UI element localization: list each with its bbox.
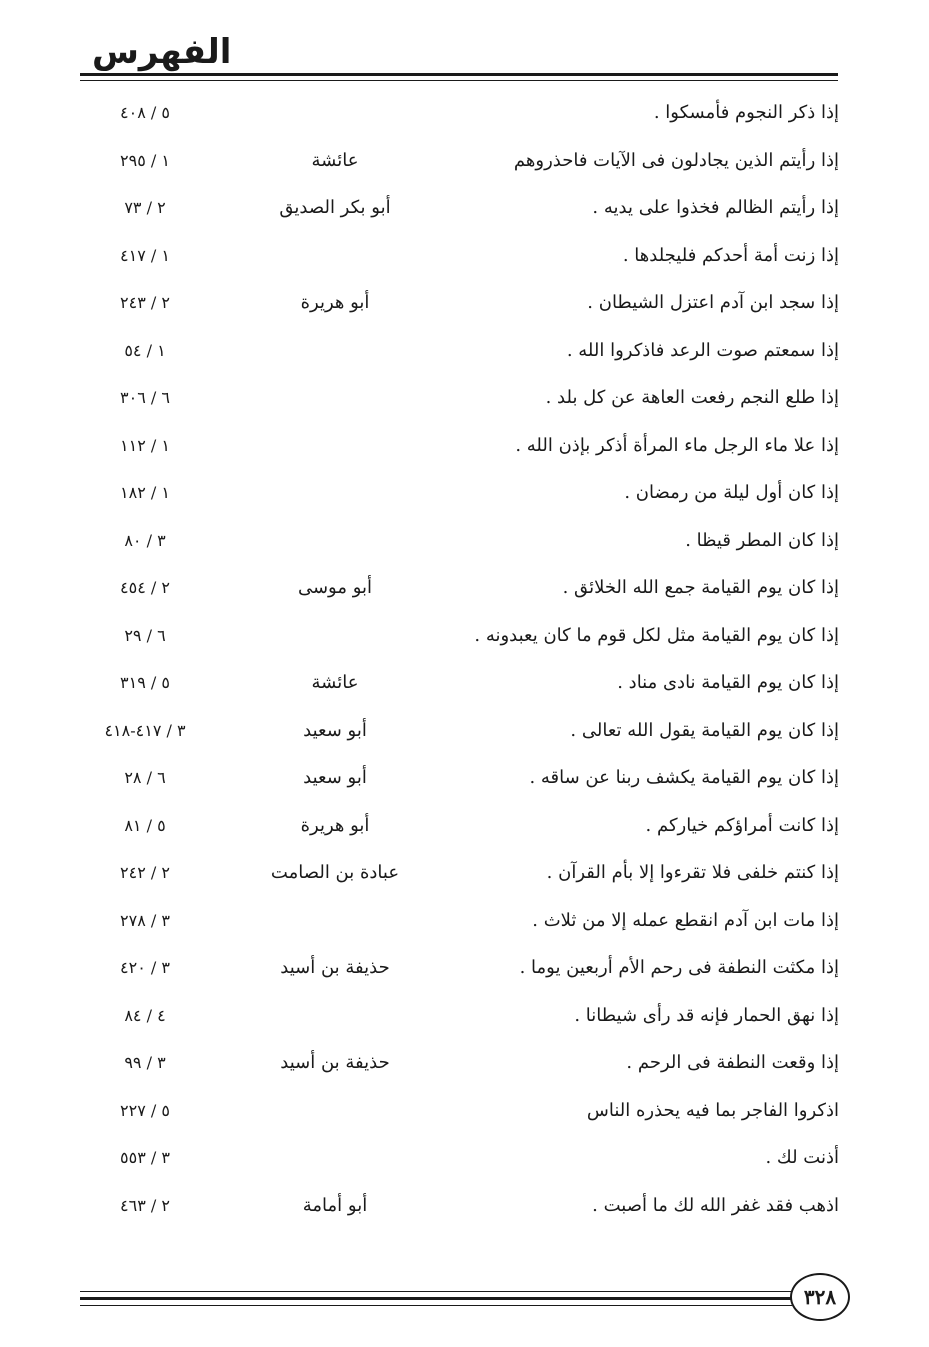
page-title: الفهرس [92,32,232,72]
index-row [0,898,929,946]
index-row [0,708,929,756]
index-list [0,90,929,1230]
index-row [0,803,929,851]
volume-page-ref: ١ / ٤١٧ [120,245,170,265]
index-row [0,565,929,613]
index-row [0,328,929,376]
volume-page-ref: ١ / ١١٢ [120,435,170,455]
hadith-text: إذا كان يوم القيامة يكشف ربنا عن ساقه . [529,767,839,788]
volume-page-ref: ٣ / ٤١٧-٤١٨ [104,720,186,740]
index-row [0,945,929,993]
hadith-text: اذهب فقد غفر الله لك ما أصبت . [592,1194,839,1216]
index-row [0,138,929,186]
volume-page-ref: ٢ / ٢٤٢ [120,863,170,882]
volume-page-ref: ٦ / ٣٠٦ [120,388,170,407]
index-row [0,755,929,803]
hadith-text: إذا كان يوم القيامة مثل لكل قوم ما كان يعبدونه . [474,624,839,646]
narrator-name: أبو أمامة [302,1194,368,1216]
hadith-text: إذا مات ابن آدم انقطع عمله إلا من ثلاث . [532,909,839,931]
narrator-name: أبو سعيد [303,719,367,741]
footer-rule-thin-top [80,1291,792,1292]
hadith-text: إذا كان يوم القيامة جمع الله الخلائق . [562,577,839,598]
hadith-text: إذا سمعتم صوت الرعد فاذكروا الله . [566,339,839,361]
hadith-text: إذا كان يوم القيامة يقول الله تعالى . [570,719,839,741]
hadith-text: إذا نهق الحمار فإنه قد رأى شيطانا . [574,1004,839,1026]
volume-page-ref: ١ / ٥٤ [124,340,166,360]
header-rule [80,73,838,76]
index-row [0,470,929,518]
footer-rule [80,1297,792,1300]
index-row [0,850,929,898]
narrator-name: عبادة بن الصامت [270,862,400,883]
hadith-text: إذا ذكر النجوم فأمسكوا . [653,102,839,123]
volume-page-ref: ٤ / ٨٤ [124,1005,166,1025]
index-row [0,993,929,1041]
hadith-text: إذا مكثت النطفة فى رحم الأم أربعين يوما . [519,957,839,978]
volume-page-ref: ٣ / ٨٠ [124,530,166,550]
volume-page-ref: ٦ / ٢٨ [124,768,166,787]
hadith-text: إذا وقعت النطفة فى الرحم . [626,1052,839,1073]
volume-page-ref: ٦ / ٢٩ [124,625,166,645]
volume-page-ref: ٥ / ٤٠٨ [120,103,170,122]
volume-page-ref: ٢ / ٧٣ [124,198,166,217]
page-number: ٣٢٨ [790,1273,850,1321]
hadith-text: إذا رأيتم الذين يجادلون فى الآيات فاحذروهم [513,149,839,171]
narrator-name: عائشة [311,149,359,171]
index-row [0,90,929,138]
hadith-text: إذا علا ماء الرجل ماء المرأة أذكر بإذن الله . [515,434,839,456]
narrator-name: حذيفة بن أسيد [280,957,390,978]
footer-rule-thin-bottom [80,1305,792,1306]
index-row [0,613,929,661]
volume-page-ref: ٥ / ٣١٩ [120,673,170,692]
volume-page-ref: ٣ / ٢٧٨ [120,910,170,930]
volume-page-ref: ١ / ٢٩٥ [120,150,170,170]
narrator-name: أبو هريرة [300,814,370,836]
narrator-name: عائشة [311,672,359,693]
index-row [0,233,929,281]
index-row [0,280,929,328]
index-row [0,1040,929,1088]
volume-page-ref: ٥ / ٨١ [124,815,166,835]
index-row [0,375,929,423]
index-row [0,518,929,566]
hadith-text: إذا كانت أمراؤكم خياركم . [645,814,839,836]
hadith-text: اذكروا الفاجر بما فيه يحذره الناس [586,1099,839,1121]
hadith-text: إذا كنتم خلفى فلا تقرءوا إلا بأم القرآن . [546,862,839,883]
hadith-text: إذا طلع النجم رفعت العاهة عن كل بلد . [545,387,839,408]
narrator-name: حذيفة بن أسيد [280,1052,390,1073]
index-row [0,1088,929,1136]
hadith-text: إذا كان المطر قيظا . [685,529,839,551]
index-row [0,185,929,233]
hadith-text: إذا رأيتم الظالم فخذوا على يديه . [592,197,839,218]
volume-page-ref: ١ / ١٨٢ [120,483,170,502]
index-row [0,1183,929,1231]
narrator-name: أبو هريرة [300,292,370,313]
hadith-text: إذا كان أول ليلة من رمضان . [624,482,839,503]
volume-page-ref: ٢ / ٤٥٤ [120,578,170,597]
volume-page-ref: ٣ / ٩٩ [124,1053,166,1072]
volume-page-ref: ٣ / ٤٢٠ [120,958,170,977]
volume-page-ref: ٣ / ٥٥٣ [120,1148,170,1167]
index-row [0,1135,929,1183]
narrator-name: أبو سعيد [303,767,367,788]
index-row [0,660,929,708]
narrator-name: أبو موسى [297,577,373,598]
volume-page-ref: ٢ / ٢٤٣ [120,293,170,312]
volume-page-ref: ٢ / ٤٦٣ [120,1195,170,1215]
index-row [0,423,929,471]
hadith-text: إذا زنت أمة أحدكم فليجلدها . [622,244,839,266]
narrator-name: أبو بكر الصديق [279,197,391,218]
hadith-text: أذنت لك . [765,1147,839,1168]
volume-page-ref: ٥ / ٢٢٧ [120,1100,170,1120]
header-rule-thin [80,80,838,81]
hadith-text: إذا سجد ابن آدم اعتزل الشيطان . [587,292,839,313]
hadith-text: إذا كان يوم القيامة نادى مناد . [617,672,839,693]
